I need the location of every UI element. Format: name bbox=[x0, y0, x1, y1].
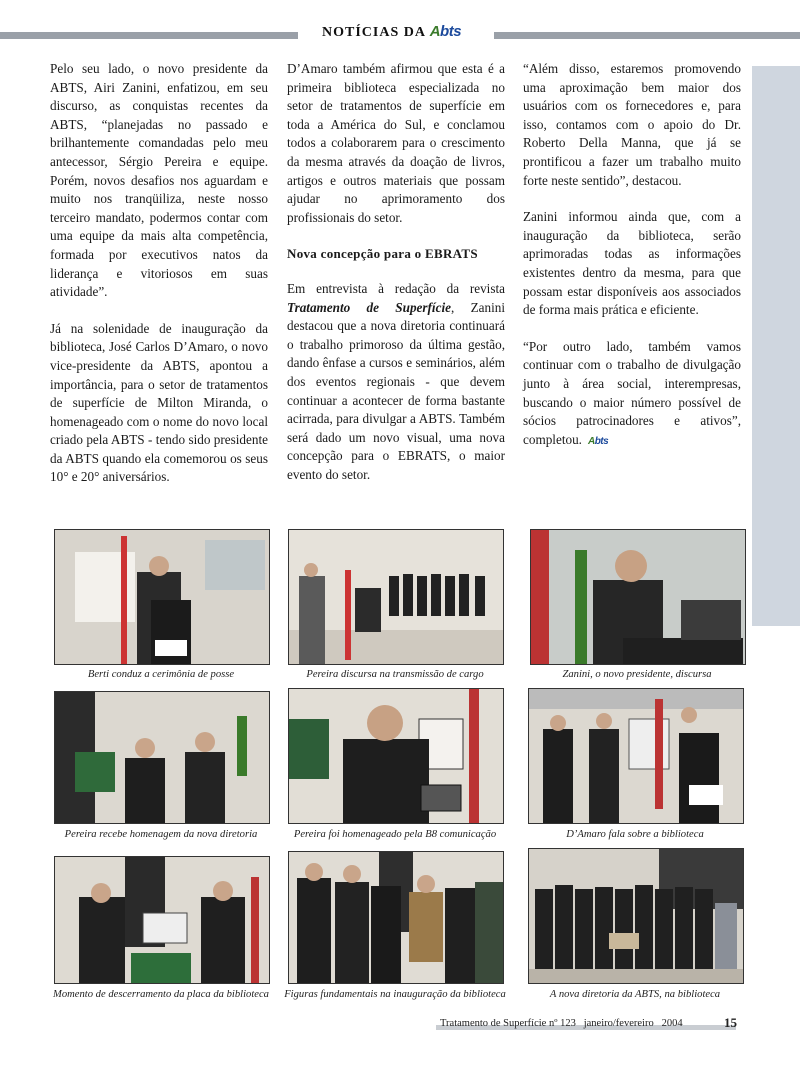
photo-caption: A nova diretoria da ABTS, na biblioteca bbox=[549, 989, 721, 1000]
photo-library-speech bbox=[528, 688, 744, 824]
page-header bbox=[0, 22, 800, 46]
paragraph-lead: Em entrevista à redação da revista bbox=[287, 280, 505, 296]
magazine-title: Tratamento de Superfície bbox=[440, 1018, 547, 1029]
subheading: Nova concepção para o EBRATS bbox=[287, 246, 478, 262]
photo-caption: Zanini, o novo presidente, discursa bbox=[562, 669, 712, 680]
issue-date: janeiro/fevereiro bbox=[583, 1018, 654, 1029]
photo-president bbox=[530, 529, 746, 665]
side-tab bbox=[752, 66, 800, 626]
paragraph bbox=[287, 280, 505, 485]
paragraph-text: “Por outro lado, também vamos continuar com o trabalho de divulgação junto à área social, interempresas, buscando o maior número possível de sócios patrocinadores e ativos”, completou. bbox=[523, 338, 741, 447]
paragraph bbox=[523, 338, 741, 452]
photo-caption: Pereira recebe homenagem da nova diretoria bbox=[64, 829, 258, 840]
photo-homage bbox=[54, 691, 270, 824]
photo-key-figures bbox=[288, 851, 504, 984]
paragraph: “Além disso, estaremos promovendo uma aproximação bem maior dos usuários com os fornecedores e, para isso, contamos com o apoio do Dr. Roberto Della Manna, que já se prontificou a fazer um trabalho muito forte neste sentido”, destacou. bbox=[523, 61, 741, 188]
issue-number: nº 123 bbox=[548, 1018, 576, 1029]
text-column-2 bbox=[287, 60, 505, 502]
footer-info bbox=[440, 1018, 683, 1029]
photo-caption: Pereira discursa na transmissão de cargo bbox=[306, 669, 484, 680]
photo-b8-homage bbox=[288, 688, 504, 824]
issue-year: 2004 bbox=[661, 1018, 683, 1029]
paragraph: Zanini informou ainda que, com a inauguração da biblioteca, serão aprimoradas todas as informações existentes dentro da mesma, para que possam estar disponíveis aos associados de forma mais prática e eficiente. bbox=[523, 209, 741, 318]
photo-caption: D’Amaro fala sobre a biblioteca bbox=[566, 829, 704, 840]
photo-caption: Pereira foi homenageado pela B8 comunicação bbox=[293, 829, 497, 840]
photo-ceremony bbox=[54, 529, 270, 665]
header-bar-right bbox=[494, 32, 800, 39]
photo-caption: Momento de descerramento da placa da biblioteca bbox=[53, 989, 269, 1000]
abts-logo: Abts bbox=[429, 23, 462, 40]
photo-speech bbox=[288, 529, 504, 665]
paragraph: Pelo seu lado, o novo presidente da ABTS, Airi Zanini, enfatizou, em seu discurso, as conquistas recentes da ABTS, “planejadas no passado e brilhantemente comandadas pelo meu antecessor, Sérgio Pereira e equipe. Porém, novos desafios nos aguardam e muito nos tranqüiliza, neste nosso terceiro mandato, podermos contar com uma equipe da mais alta competência, formada por executivos natos da liderança e vitoriosos em suas atividade”. bbox=[50, 61, 268, 300]
section-title bbox=[322, 23, 461, 41]
section-title-text: NOTÍCIAS DA bbox=[322, 25, 426, 40]
end-logo: Abts bbox=[587, 435, 609, 447]
photo-plaque-unveiling bbox=[54, 856, 270, 984]
paragraph: Já na solenidade de inauguração da biblioteca, José Carlos D’Amaro, o novo vice-presidente da ABTS, apontou a importância, para o setor de tratamentos de superfície de Milton Miranda, o homenageado com o nome do novo local criado pela ABTS - tendo sido presidente da ABTS quando ela comemorou os seus 10° e 20° aniversários. bbox=[50, 320, 268, 485]
text-column-1 bbox=[50, 60, 268, 505]
photo-new-board bbox=[528, 848, 744, 984]
text-column-3 bbox=[523, 60, 741, 469]
paragraph-rest: , Zanini destacou que a nova diretoria continuará o trabalho primoroso da última gestão, dando ênfase a cursos e seminários, além dos eventos regionais - que devem continuar a acontecer de forma bastante acirrada, para divulgar a ABTS. Também será dado um novo visual, uma nova concepção para o EBRATS, o maior evento do setor. bbox=[287, 299, 505, 482]
photo-caption: Figuras fundamentais na inauguração da biblioteca bbox=[284, 989, 506, 1000]
page-number: 15 bbox=[724, 1015, 737, 1030]
paragraph: D’Amaro também afirmou que esta é a primeira biblioteca especializada no setor de tratamentos de superfície em toda a América do Sul, e conclamou todos a colaborarem para o crescimento da mesma através da doação de livros, artigos e outros materiais que possam ajudar no aprimoramento dos profissionais do setor. bbox=[287, 61, 505, 225]
header-bar-left bbox=[0, 32, 298, 39]
photo-caption: Berti conduz a cerimônia de posse bbox=[87, 669, 235, 680]
magazine-name: Tratamento de Superfície bbox=[287, 299, 451, 315]
